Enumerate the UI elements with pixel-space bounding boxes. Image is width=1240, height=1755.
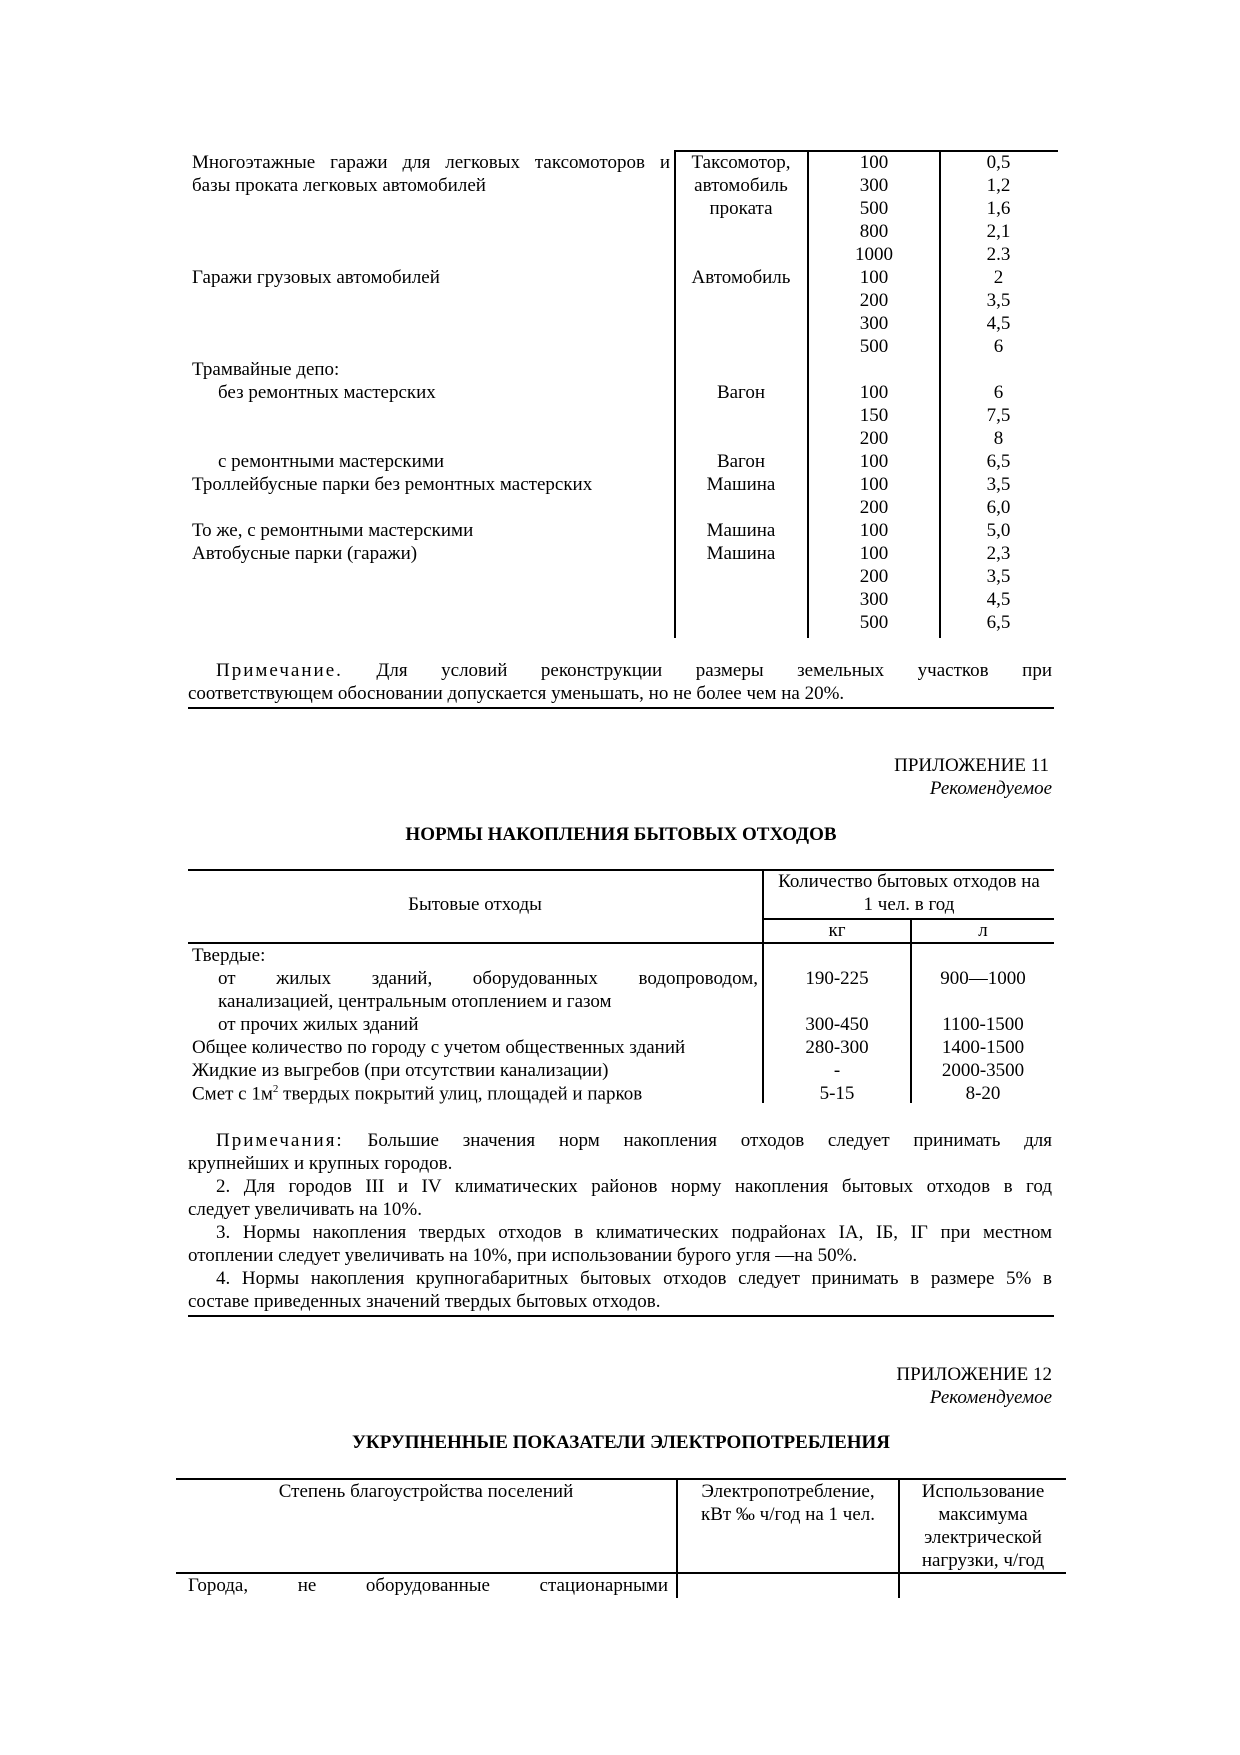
note4-line1: 4. Нормы накопления крупногабаритных бытовых отходов следует принимать в размере 5% в bbox=[216, 1268, 1052, 1289]
note3-line1: 3. Нормы накопления твердых отходов в климатических подрайонах IА, IБ, IГ при местном bbox=[216, 1222, 1052, 1243]
row-c-kg: 280-300 bbox=[805, 1037, 869, 1058]
appendix11-label: ПРИЛОЖЕНИЕ 11 bbox=[894, 755, 1049, 776]
note1-line2: крупнейших и крупных городов. bbox=[188, 1153, 453, 1174]
appendix12-label: ПРИЛОЖЕНИЕ 12 bbox=[896, 1364, 1052, 1385]
table1-row-name: Троллейбусные парки без ремонтных мастерских bbox=[192, 474, 593, 495]
table1-row-unit: Машина bbox=[706, 520, 776, 541]
appendix12-title: УКРУПНЕННЫЕ ПОКАЗАТЕЛИ ЭЛЕКТРОПОТРЕБЛЕНИЯ bbox=[351, 1432, 891, 1453]
table1-row-capacity: 500 bbox=[859, 612, 889, 633]
row-e-sup: 2 bbox=[272, 1083, 279, 1095]
table1-row-area: 1,6 bbox=[986, 198, 1011, 219]
table1-row-area: 3,5 bbox=[986, 566, 1011, 587]
table1-row-capacity: 1000 bbox=[855, 244, 893, 265]
note2-line1: 2. Для городов III и IV климатических районов норму накопления бытовых отходов в год bbox=[216, 1176, 1052, 1197]
table1-row-unit: Таксомотор, bbox=[691, 152, 791, 173]
table1-row-capacity: 100 bbox=[859, 520, 889, 541]
waste-table-head-rule bbox=[188, 942, 1054, 944]
table1-row-area: 6,5 bbox=[986, 451, 1011, 472]
power-col1-header: Степень благоустройства поселений bbox=[278, 1481, 574, 1502]
table1-row-area: 4,5 bbox=[986, 313, 1011, 334]
table1-row-area: 3,5 bbox=[986, 474, 1011, 495]
table1-bottom-rule bbox=[188, 707, 1054, 709]
table1-row-capacity: 100 bbox=[859, 451, 889, 472]
table1-row-name: Трамвайные депо: bbox=[192, 359, 340, 380]
table1-row-capacity: 300 bbox=[859, 175, 889, 196]
table1-row-area: 4,5 bbox=[986, 589, 1011, 610]
power-col3-header-l3: электрической bbox=[924, 1527, 1042, 1548]
row-b: от прочих жилых зданий bbox=[218, 1014, 419, 1035]
row-b-kg: 300-450 bbox=[805, 1014, 869, 1035]
table1-row-capacity: 300 bbox=[859, 589, 889, 610]
col-l-header: л bbox=[978, 920, 988, 941]
power-col2-header-l2: кВт ‰ ч/год на 1 чел. bbox=[700, 1504, 876, 1525]
row-solid: Твердые: bbox=[192, 945, 266, 966]
table1-row-area: 6,5 bbox=[986, 612, 1011, 633]
note3-line2: отоплении следует увеличивать на 10%, при использовании бурого угля —на 50%. bbox=[188, 1245, 858, 1266]
table1-row-capacity: 100 bbox=[859, 474, 889, 495]
row-c: Общее количество по городу с учетом общественных зданий bbox=[192, 1037, 686, 1058]
power-col3-header-l2: максимума bbox=[938, 1504, 1028, 1525]
table1-note-line2: соответствующем обосновании допускается уменьшать, но не более чем на 20%. bbox=[188, 683, 845, 704]
table1-row-capacity: 500 bbox=[859, 198, 889, 219]
row-a-line1: от жилых зданий, оборудованных водопроводом, bbox=[218, 968, 758, 989]
table1-row-unit: Машина bbox=[706, 543, 776, 564]
table1-row-unit: Автомобиль bbox=[691, 267, 791, 288]
table1-row-capacity: 800 bbox=[859, 221, 889, 242]
power-col3-header-l1: Использование bbox=[921, 1481, 1045, 1502]
table1-row-area: 2,1 bbox=[986, 221, 1011, 242]
table1-row-area: 7,5 bbox=[986, 405, 1011, 426]
row-a-l: 900—1000 bbox=[940, 968, 1026, 989]
table1-row-capacity: 200 bbox=[859, 497, 889, 518]
table1-row-name: То же, с ремонтными мастерскими bbox=[192, 520, 474, 541]
row-a-kg: 190-225 bbox=[805, 968, 869, 989]
power-table-head-rule bbox=[176, 1572, 1066, 1574]
col-qty-header-l2: 1 чел. в год bbox=[863, 894, 955, 915]
row-b-l: 1100-1500 bbox=[942, 1014, 1024, 1035]
appendix11-bottom-rule bbox=[188, 1315, 1054, 1317]
table1-row-name: Гаражи грузовых автомобилей bbox=[192, 267, 440, 288]
row-d: Жидкие из выгребов (при отсутствии канализации) bbox=[192, 1060, 609, 1081]
table1-row-capacity: 200 bbox=[859, 290, 889, 311]
note2-line2: следует увеличивать на 10%. bbox=[188, 1199, 422, 1220]
row-c-l: 1400-1500 bbox=[941, 1037, 1025, 1058]
table1-row-capacity: 200 bbox=[859, 566, 889, 587]
row-e-pre: Смет с 1м bbox=[192, 1083, 273, 1105]
table1-row-capacity: 300 bbox=[859, 313, 889, 334]
table1-row-area: 6 bbox=[993, 336, 1004, 357]
col-kg-header: кг bbox=[828, 920, 846, 941]
table1-row-name: Автобусные парки (гаражи) bbox=[192, 543, 418, 564]
table1-row-capacity: 100 bbox=[859, 152, 889, 173]
table1-row-name: Многоэтажные гаражи для легковых таксомоторов и bbox=[192, 152, 670, 173]
table1-row-area: 3,5 bbox=[986, 290, 1011, 311]
power-table-top bbox=[176, 1478, 1066, 1480]
note4-line2: составе приведенных значений твердых бытовых отходов. bbox=[188, 1291, 661, 1312]
row-e bbox=[192, 1083, 642, 1105]
table1-row-name: базы проката легковых автомобилей bbox=[192, 175, 486, 196]
table1-row-area: 0,5 bbox=[986, 152, 1011, 173]
power-row1: Города, не оборудованные стационарными bbox=[188, 1575, 668, 1596]
table1-row-capacity: 100 bbox=[859, 382, 889, 403]
table1-row-area: 8 bbox=[993, 428, 1004, 449]
note-title: Примечание. bbox=[216, 660, 343, 681]
table1-row-area: 6 bbox=[993, 382, 1004, 403]
appendix11-title: НОРМЫ НАКОПЛЕНИЯ БЫТОВЫХ ОТХОДОВ bbox=[405, 824, 837, 845]
col-waste-header: Бытовые отходы bbox=[408, 894, 542, 915]
table1-row-area: 6,0 bbox=[986, 497, 1011, 518]
table1-row-unit: Машина bbox=[706, 474, 776, 495]
table1-row-capacity: 200 bbox=[859, 428, 889, 449]
col-qty-header-l1: Количество бытовых отходов на bbox=[778, 871, 1040, 892]
note-text: Для условий реконструкции размеры земельных участков при bbox=[376, 660, 1052, 681]
power-col3-header-l4: нагрузки, ч/год bbox=[921, 1550, 1045, 1571]
table1-row-capacity: 100 bbox=[859, 267, 889, 288]
table1-row-area: 2 bbox=[993, 267, 1004, 288]
table1-row-capacity: 150 bbox=[859, 405, 889, 426]
appendix11-status: Рекомендуемое bbox=[929, 778, 1052, 799]
row-e-kg: 5-15 bbox=[819, 1083, 855, 1104]
table1-row-unit: проката bbox=[709, 198, 773, 219]
table1-row-area: 1,2 bbox=[986, 175, 1011, 196]
table1-note-line1 bbox=[216, 660, 1052, 682]
row-a-line2: канализацией, центральным отоплением и газом bbox=[218, 991, 612, 1012]
table1-row-unit: автомобиль bbox=[694, 175, 788, 196]
table1-row-unit: Вагон bbox=[716, 382, 766, 403]
notes-line1 bbox=[216, 1130, 1052, 1152]
table1-row-unit: Вагон bbox=[716, 451, 766, 472]
table1-row-capacity: 100 bbox=[859, 543, 889, 564]
notes-title: Примечания: bbox=[216, 1130, 344, 1151]
power-col2-header-l1: Электропотребление, bbox=[701, 1481, 875, 1502]
note1-text: Большие значения норм накопления отходов следует принимать для bbox=[367, 1130, 1052, 1151]
table1-row-area: 2.3 bbox=[986, 244, 1011, 265]
row-e-post: твердых покрытий улиц, площадей и парков bbox=[278, 1083, 643, 1105]
row-e-l: 8-20 bbox=[965, 1083, 1001, 1104]
table1-row-name: с ремонтными мастерскими bbox=[218, 451, 445, 472]
row-d-l: 2000-3500 bbox=[941, 1060, 1025, 1081]
row-d-kg: - bbox=[833, 1060, 841, 1081]
table1-row-area: 5,0 bbox=[986, 520, 1011, 541]
table1-row-capacity: 500 bbox=[859, 336, 889, 357]
appendix12-status: Рекомендуемое bbox=[929, 1387, 1052, 1408]
table1-row-name: без ремонтных мастерских bbox=[218, 382, 436, 403]
table1-row-area: 2,3 bbox=[986, 543, 1011, 564]
